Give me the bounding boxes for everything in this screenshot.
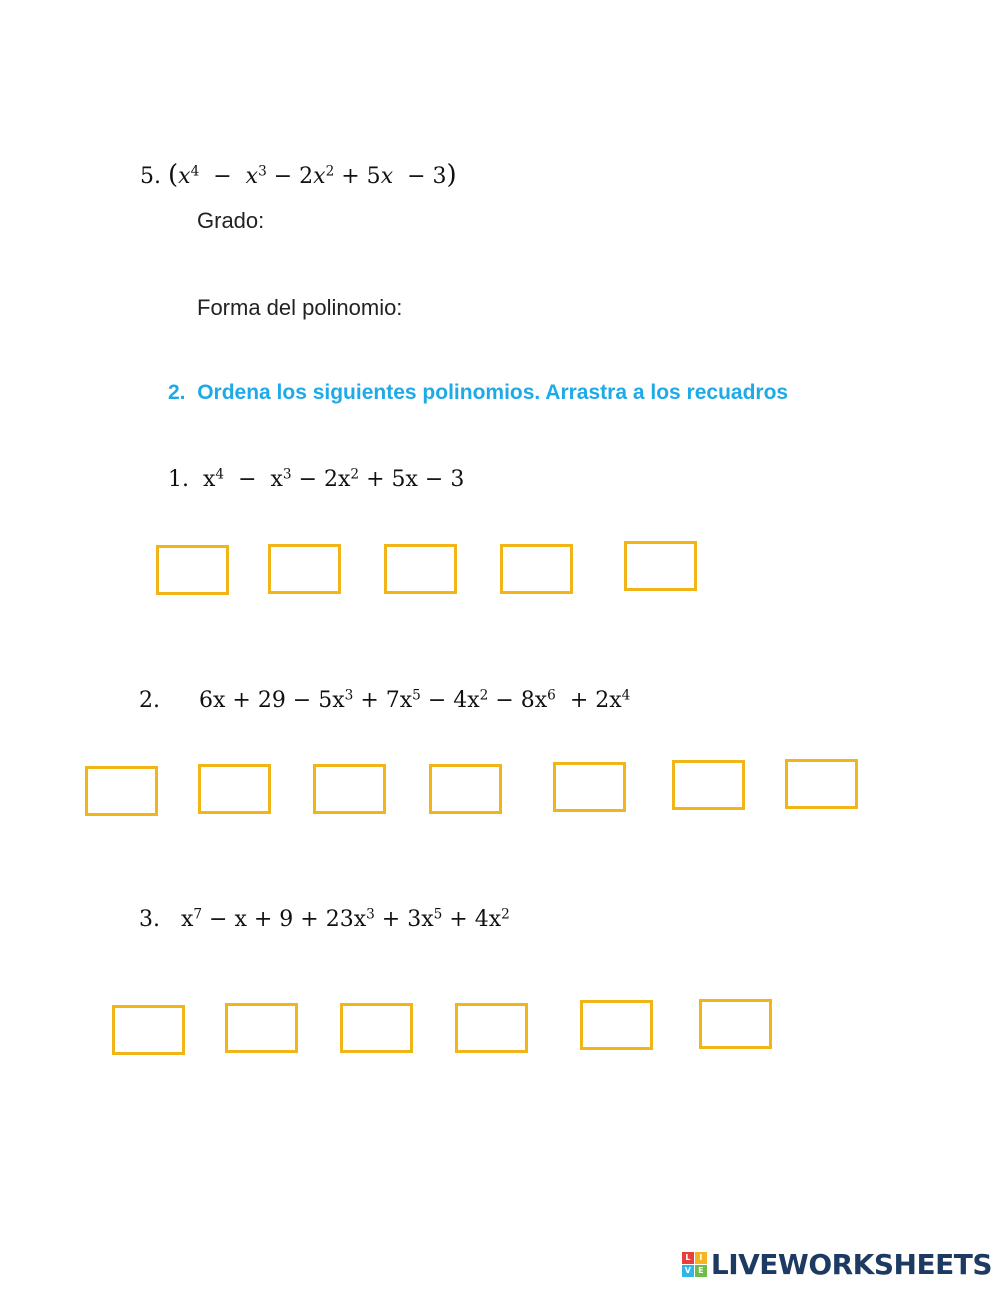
drop-box[interactable] (313, 764, 386, 814)
drop-box[interactable] (225, 1003, 298, 1053)
exercise-2-polynomial: 2. $6x + 29 - 5x^3 + 7x^5 - 4x^2 - 8x^6 + 2x^4$ (139, 687, 631, 713)
drop-box[interactable] (340, 1003, 413, 1053)
drop-box[interactable] (85, 766, 158, 816)
drop-box[interactable] (112, 1005, 185, 1055)
section-title-text: Ordena los siguientes polinomios. Arrastra a los recuadros (197, 381, 789, 404)
drop-box[interactable] (198, 764, 271, 814)
liveworksheets-logo (682, 1248, 992, 1281)
drop-box[interactable] (384, 544, 457, 594)
logo-text: LIVEWORKSHEETS (710, 1248, 992, 1281)
drop-box[interactable] (624, 541, 697, 591)
section-title (168, 381, 788, 405)
previous-item-expression: 5. $(x^4 - x^3 - 2x^2 + 5x - 3)$ (140, 160, 457, 190)
exercise-3-number: 3. (139, 907, 160, 932)
drop-box[interactable] (156, 545, 229, 595)
section-number: 2. (168, 381, 186, 404)
exercise-3-polynomial: 3. $x^7 - x + 9 + 23x^3 + 3x^5 + 4x^2$ (139, 906, 510, 932)
drop-box[interactable] (699, 999, 772, 1049)
drop-box[interactable] (553, 762, 626, 812)
exercise-1-polynomial: 1. $x^4 - x^3 - 2x^2 + 5x - 3$ (168, 466, 465, 492)
drop-box[interactable] (500, 544, 573, 594)
exercise-1-number: 1. (168, 467, 189, 492)
drop-box[interactable] (429, 764, 502, 814)
drop-box[interactable] (672, 760, 745, 810)
drop-box[interactable] (785, 759, 858, 809)
drop-box[interactable] (268, 544, 341, 594)
previous-item-number: 5. (140, 164, 161, 189)
drop-box[interactable] (580, 1000, 653, 1050)
drop-box[interactable] (455, 1003, 528, 1053)
exercise-2-number: 2. (139, 688, 160, 713)
grado-label: Grado: (197, 208, 265, 233)
forma-label: Forma del polinomio: (197, 295, 403, 320)
logo-mark-icon: L I V E (682, 1252, 707, 1277)
